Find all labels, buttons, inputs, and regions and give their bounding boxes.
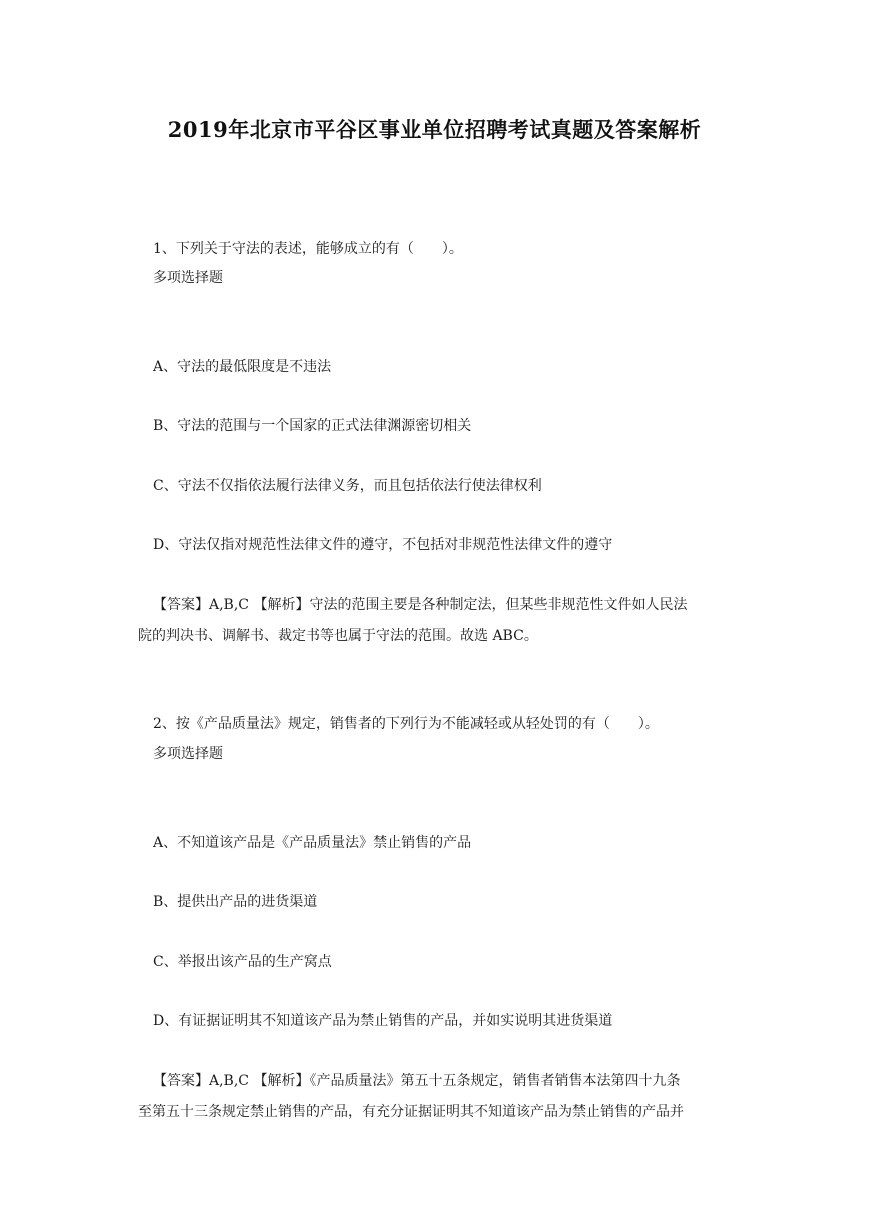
question-1-option-c: C、守法不仅指依法履行法律义务，而且包括依法行使法律权利 — [153, 478, 542, 494]
question-2-option-c: C、举报出该产品的生产窝点 — [153, 954, 332, 970]
question-1-answer-line-1: 【答案】A,B,C 【解析】守法的范围主要是各种制定法，但某些非规范性文件如人民法 — [153, 597, 688, 613]
document-title: 2019年北京市平谷区事业单位招聘考试真题及答案解析 — [167, 117, 702, 142]
question-1-option-a: A、守法的最低限度是不违法 — [153, 359, 332, 375]
question-1-type: 多项选择题 — [153, 270, 223, 286]
question-2-option-a: A、不知道该产品是《产品质量法》禁止销售的产品 — [153, 835, 472, 851]
question-2-answer-line-1: 【答案】A,B,C 【解析】《产品质量法》第五十五条规定，销售者销售本法第四十九条 — [153, 1073, 681, 1089]
question-1-option-d: D、守法仅指对规范性法律文件的遵守，不包括对非规范性法律文件的遵守 — [153, 537, 613, 553]
question-2-option-d: D、有证据证明其不知道该产品为禁止销售的产品，并如实说明其进货渠道 — [153, 1013, 613, 1029]
question-1-answer-line-2: 院的判决书、调解书、裁定书等也属于守法的范围。故选 ABC。 — [138, 628, 538, 644]
question-1-option-b: B、守法的范围与一个国家的正式法律渊源密切相关 — [153, 418, 472, 434]
question-2-stem: 2、按《产品质量法》规定，销售者的下列行为不能减轻或从轻处罚的有（ ）。 — [153, 716, 659, 732]
question-2-type: 多项选择题 — [153, 746, 223, 762]
question-1-stem: 1、下列关于守法的表述，能够成立的有（ ）。 — [153, 241, 463, 257]
question-2-option-b: B、提供出产品的进货渠道 — [153, 894, 318, 910]
question-2-answer-line-2: 至第五十三条规定禁止销售的产品，有充分证据证明其不知道该产品为禁止销售的产品并 — [138, 1104, 684, 1120]
